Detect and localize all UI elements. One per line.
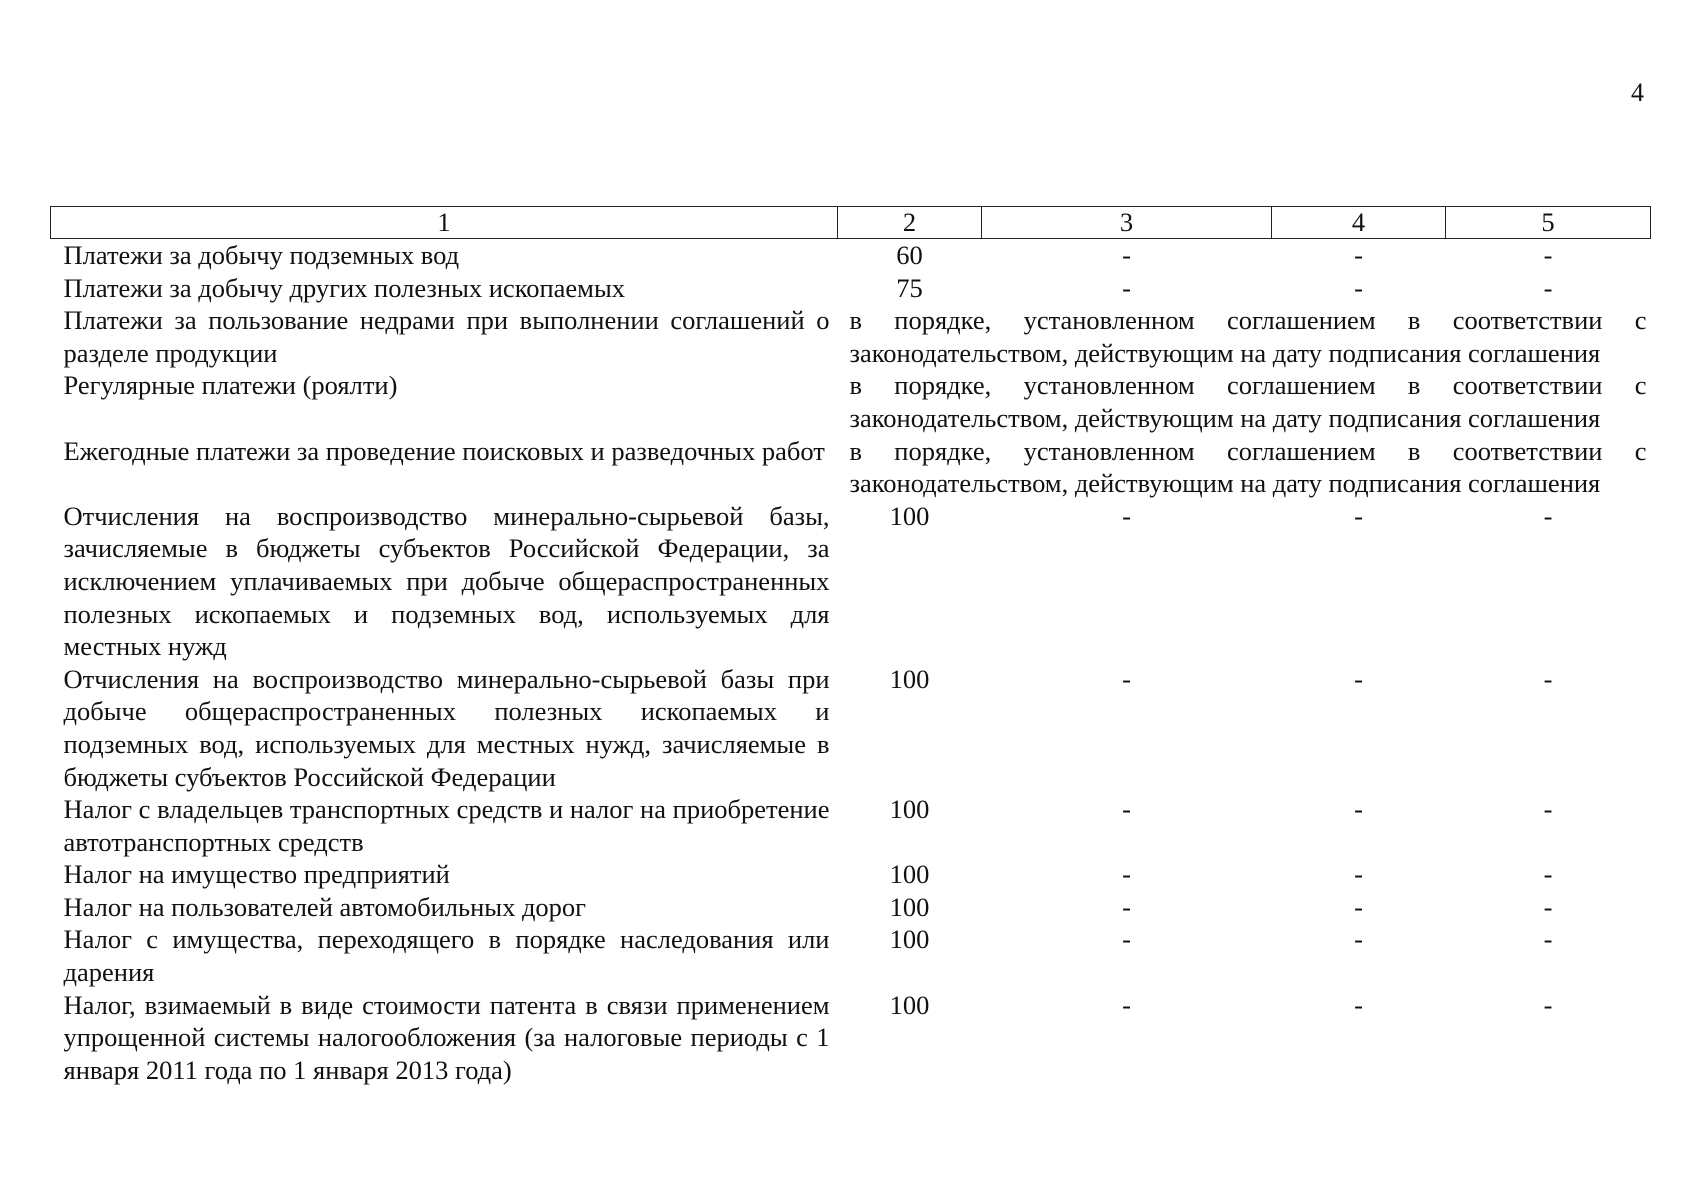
- col-3-value: -: [1122, 272, 1131, 303]
- revenue-name: Налог на пользователей автомобильных дорог: [63, 891, 587, 922]
- column-header-4: 4: [1272, 207, 1446, 239]
- col-3-value: -: [1122, 924, 1131, 955]
- table-row: [51, 239, 1651, 272]
- col-5-value: -: [1543, 240, 1553, 270]
- column-header-1: 1: [51, 207, 838, 239]
- col-2-value: 100: [889, 891, 930, 922]
- col-3-value: -: [1122, 794, 1131, 825]
- col-5-value: -: [1543, 989, 1553, 1020]
- table-row: [51, 793, 1651, 858]
- table-row: [51, 923, 1651, 988]
- col-2-value: 60: [896, 240, 923, 270]
- col-2-value: 100: [889, 859, 930, 890]
- col-3-value: -: [1122, 500, 1131, 531]
- col-2-value: 100: [889, 989, 930, 1020]
- table-row: [51, 663, 1651, 793]
- table-row: [51, 989, 1651, 1087]
- col-5-value: -: [1543, 663, 1553, 694]
- revenue-name: Ежегодные платежи за проведение поисковых и разведочных работ: [63, 435, 825, 466]
- col-4-value: -: [1354, 891, 1363, 922]
- col-2-value: 100: [889, 924, 930, 955]
- revenue-name: Налог, взимаемый в виде стоимости патента в связи применением упрощенной системы налогообложения (за налоговые периоды с 1 января 2011 года по 1 января 2013 года): [63, 989, 830, 1085]
- col-3-value: -: [1122, 989, 1131, 1020]
- page-number: 4: [1631, 78, 1644, 107]
- col-5-value: -: [1543, 924, 1553, 955]
- revenue-name: Отчисления на воспроизводство минерально-сырьевой базы при добыче общераспространенных полезных ископаемых и подземных вод, используемых для местных нужд, зачисляемые в бюджеты субъектов Российской Федерации: [63, 663, 830, 792]
- col-4-value: -: [1354, 989, 1363, 1020]
- column-header-3: 3: [982, 207, 1272, 239]
- col-3-value: -: [1122, 240, 1131, 270]
- col-4-value: -: [1354, 794, 1363, 825]
- table-row: [51, 435, 1651, 500]
- revenue-distribution-table: [50, 206, 1651, 1086]
- merged-note: в порядке, установленном соглашением в соответствии с законодательством, действующим на дату подписания соглашения: [849, 305, 1647, 368]
- col-5-value: -: [1543, 500, 1553, 531]
- revenue-name: Налог с владельцев транспортных средств и налог на приобретение автотранспортных средств: [63, 794, 830, 857]
- col-3-value: -: [1122, 859, 1131, 890]
- column-header-2: 2: [838, 207, 982, 239]
- revenue-name: Налог на имущество предприятий: [63, 859, 450, 890]
- col-2-value: 100: [889, 794, 930, 825]
- col-4-value: -: [1354, 859, 1363, 890]
- col-2-value: 75: [896, 272, 923, 303]
- revenue-name: Платежи за добычу подземных вод: [63, 240, 460, 270]
- revenue-name: Отчисления на воспроизводство минерально-сырьевой базы, зачисляемые в бюджеты субъектов Российской Федерации, за исключением уплачиваемых при добыче общераспространенных полезных ископаемых и подземных вод, используемых для местных нужд: [63, 500, 830, 662]
- column-header-5: 5: [1446, 207, 1651, 239]
- table-row: [51, 891, 1651, 924]
- col-5-value: -: [1543, 859, 1553, 890]
- merged-note: в порядке, установленном соглашением в соответствии с законодательством, действующим на дату подписания соглашения: [849, 370, 1647, 433]
- col-3-value: -: [1122, 663, 1131, 694]
- col-5-value: -: [1543, 891, 1553, 922]
- col-4-value: -: [1354, 272, 1363, 303]
- table-row: [51, 272, 1651, 305]
- table-row: [51, 369, 1651, 434]
- revenue-name: Налог с имущества, переходящего в порядке наследования или дарения: [63, 924, 830, 988]
- revenue-name: Платежи за добычу других полезных ископаемых: [63, 272, 626, 303]
- col-2-value: 100: [889, 663, 930, 694]
- table-row: [51, 858, 1651, 891]
- col-4-value: -: [1354, 663, 1363, 694]
- table-row: [51, 500, 1651, 663]
- merged-note: в порядке, установленном соглашением в соответствии с законодательством, действующим на дату подписания соглашения: [849, 435, 1647, 499]
- col-4-value: -: [1354, 240, 1363, 270]
- col-5-value: -: [1543, 794, 1553, 825]
- col-2-value: 100: [889, 500, 930, 531]
- col-3-value: -: [1122, 891, 1131, 922]
- table-header-row: [51, 207, 1651, 239]
- col-5-value: -: [1543, 272, 1553, 303]
- revenue-name: Регулярные платежи (роялти): [63, 370, 398, 401]
- col-4-value: -: [1354, 500, 1363, 531]
- col-4-value: -: [1354, 924, 1363, 955]
- revenue-name: Платежи за пользование недрами при выполнении соглашений о разделе продукции: [63, 305, 830, 368]
- table-row: [51, 304, 1651, 369]
